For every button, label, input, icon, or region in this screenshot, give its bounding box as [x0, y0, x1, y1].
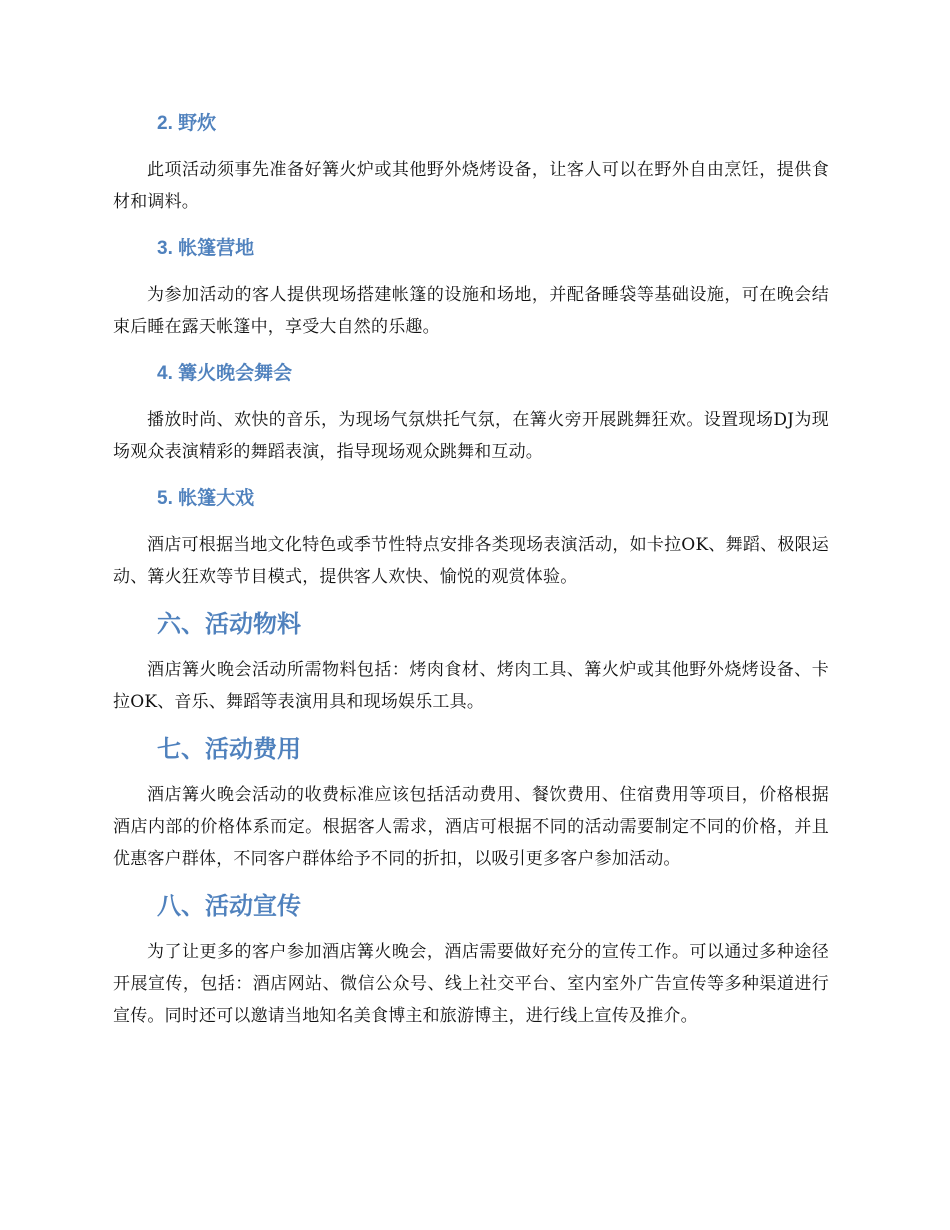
section-body-costs: 酒店篝火晚会活动的收费标准应该包括活动费用、餐饮费用、住宿费用等项目，价格根据酒店内部的价格体系而定。根据客人需求，酒店可根据不同的活动需要制定不同的价格，并且优惠客户群体，不同客户群体给予不同的折扣，以吸引更多客户参加活动。 — [113, 785, 829, 869]
section-body-materials: 酒店篝火晚会活动所需物料包括：烤肉食材、烤肉工具、篝火炉或其他野外烧烤设备、卡拉OK、音乐、舞蹈等表演用具和现场娱乐工具。 — [113, 660, 829, 712]
section-heading-tent-show: 5. 帐篷大戏 — [157, 488, 255, 509]
section-heading-promotion: 八、活动宣传 — [157, 893, 301, 920]
section-heading-picnic: 2. 野炊 — [157, 113, 217, 134]
section-body-picnic: 此项活动须事先准备好篝火炉或其他野外烧烤设备，让客人可以在野外自由烹饪，提供食材和调料。 — [113, 160, 829, 212]
section-body-promotion: 为了让更多的客户参加酒店篝火晚会，酒店需要做好充分的宣传工作。可以通过多种途径开展宣传，包括：酒店网站、微信公众号、线上社交平台、室内室外广告宣传等多种渠道进行宣传。同时还可以邀请当地知名美食博主和旅游博主，进行线上宣传及推介。 — [113, 942, 829, 1026]
section-heading-costs: 七、活动费用 — [157, 736, 301, 763]
document-content — [113, 109, 829, 1032]
section-body-tent-show: 酒店可根据当地文化特色或季节性特点安排各类现场表演活动，如卡拉OK、舞蹈、极限运动、篝火狂欢等节目模式，提供客人欢快、愉悦的观赏体验。 — [113, 535, 829, 587]
section-heading-tent-camp: 3. 帐篷营地 — [157, 238, 255, 259]
section-heading-bonfire-dance: 4. 篝火晚会舞会 — [157, 363, 293, 384]
section-heading-materials: 六、活动物料 — [157, 611, 301, 638]
section-body-bonfire-dance: 播放时尚、欢快的音乐，为现场气氛烘托气氛，在篝火旁开展跳舞狂欢。设置现场DJ为现场观众表演精彩的舞蹈表演，指导现场观众跳舞和互动。 — [113, 410, 829, 462]
section-body-tent-camp: 为参加活动的客人提供现场搭建帐篷的设施和场地，并配备睡袋等基础设施，可在晚会结束后睡在露天帐篷中，享受大自然的乐趣。 — [113, 285, 829, 337]
